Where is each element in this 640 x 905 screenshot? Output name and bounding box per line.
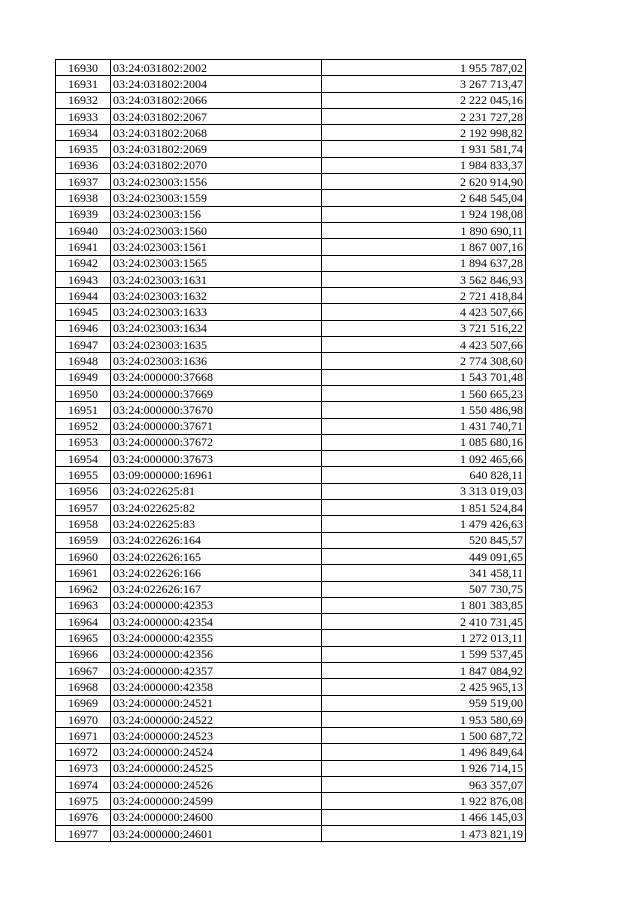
cadastral-value-cell: 2 648 545,04 — [322, 190, 526, 206]
row-number-cell: 16955 — [56, 467, 111, 483]
row-number-cell: 16954 — [56, 451, 111, 467]
cadastral-number-cell: 03:24:023003:1559 — [111, 190, 322, 206]
table-row — [56, 581, 526, 597]
cadastral-value-cell: 2 410 731,45 — [322, 614, 526, 630]
cadastral-value-cell: 1 466 145,03 — [322, 809, 526, 825]
table-row — [56, 271, 526, 287]
cadastral-number-cell: 03:24:031802:2004 — [111, 76, 322, 92]
row-number-cell: 16953 — [56, 434, 111, 450]
cadastral-value-cell: 2 425 965,13 — [322, 679, 526, 695]
row-number-cell: 16974 — [56, 777, 111, 793]
row-number-cell: 16941 — [56, 239, 111, 255]
cadastral-value-cell: 2 620 914,90 — [322, 174, 526, 190]
row-number-cell: 16963 — [56, 597, 111, 613]
cadastral-number-cell: 03:24:000000:37670 — [111, 402, 322, 418]
cadastral-value-table — [55, 59, 526, 842]
table-row — [56, 337, 526, 353]
row-number-cell: 16969 — [56, 695, 111, 711]
cadastral-number-cell: 03:24:000000:24524 — [111, 744, 322, 760]
cadastral-value-cell: 1 890 690,11 — [322, 222, 526, 238]
table-row — [56, 76, 526, 92]
table-row — [56, 548, 526, 564]
cadastral-value-cell: 963 357,07 — [322, 777, 526, 793]
cadastral-value-cell: 1 847 084,92 — [322, 662, 526, 678]
row-number-cell: 16960 — [56, 548, 111, 564]
row-number-cell: 16958 — [56, 516, 111, 532]
row-number-cell: 16947 — [56, 337, 111, 353]
table-row — [56, 60, 526, 76]
table-row — [56, 402, 526, 418]
row-number-cell: 16945 — [56, 304, 111, 320]
table-row — [56, 174, 526, 190]
cadastral-number-cell: 03:24:000000:24523 — [111, 728, 322, 744]
cadastral-number-cell: 03:24:000000:24525 — [111, 760, 322, 776]
table-row — [56, 385, 526, 401]
row-number-cell: 16957 — [56, 500, 111, 516]
cadastral-number-cell: 03:24:000000:24522 — [111, 711, 322, 727]
cadastral-value-cell: 1 955 787,02 — [322, 60, 526, 76]
table-row — [56, 500, 526, 516]
cadastral-number-cell: 03:24:000000:37672 — [111, 434, 322, 450]
cadastral-number-cell: 03:24:031802:2066 — [111, 92, 322, 108]
table-row — [56, 157, 526, 173]
table-row — [56, 777, 526, 793]
row-number-cell: 16972 — [56, 744, 111, 760]
cadastral-value-cell: 1 924 198,08 — [322, 206, 526, 222]
cadastral-number-cell: 03:24:000000:24526 — [111, 777, 322, 793]
row-number-cell: 16971 — [56, 728, 111, 744]
table-row — [56, 565, 526, 581]
row-number-cell: 16965 — [56, 630, 111, 646]
table-row — [56, 744, 526, 760]
cadastral-value-cell: 507 730,75 — [322, 581, 526, 597]
cadastral-number-cell: 03:24:023003:1636 — [111, 353, 322, 369]
table-row — [56, 434, 526, 450]
row-number-cell: 16930 — [56, 60, 111, 76]
row-number-cell: 16975 — [56, 793, 111, 809]
row-number-cell: 16931 — [56, 76, 111, 92]
row-number-cell: 16949 — [56, 369, 111, 385]
table-row — [56, 630, 526, 646]
cadastral-number-cell: 03:24:023003:1632 — [111, 288, 322, 304]
cadastral-number-cell: 03:24:000000:24600 — [111, 809, 322, 825]
row-number-cell: 16952 — [56, 418, 111, 434]
cadastral-value-cell: 1 560 665,23 — [322, 385, 526, 401]
cadastral-value-cell: 2 231 727,28 — [322, 108, 526, 124]
cadastral-value-cell: 1 085 680,16 — [322, 434, 526, 450]
cadastral-number-cell: 03:24:031802:2069 — [111, 141, 322, 157]
table-row — [56, 239, 526, 255]
row-number-cell: 16959 — [56, 532, 111, 548]
cadastral-value-cell: 1 922 876,08 — [322, 793, 526, 809]
cadastral-value-cell: 1 543 701,48 — [322, 369, 526, 385]
table-row — [56, 483, 526, 499]
cadastral-value-cell: 1 867 007,16 — [322, 239, 526, 255]
cadastral-value-cell: 449 091,65 — [322, 548, 526, 564]
row-number-cell: 16964 — [56, 614, 111, 630]
cadastral-value-cell: 1 500 687,72 — [322, 728, 526, 744]
cadastral-value-cell: 2 192 998,82 — [322, 125, 526, 141]
cadastral-value-cell: 1 931 581,74 — [322, 141, 526, 157]
row-number-cell: 16967 — [56, 662, 111, 678]
cadastral-value-cell: 3 267 713,47 — [322, 76, 526, 92]
cadastral-number-cell: 03:24:000000:42354 — [111, 614, 322, 630]
table-row — [56, 679, 526, 695]
cadastral-value-cell: 1 926 714,15 — [322, 760, 526, 776]
row-number-cell: 16932 — [56, 92, 111, 108]
cadastral-value-cell: 2 774 308,60 — [322, 353, 526, 369]
table-row — [56, 825, 526, 841]
cadastral-number-cell: 03:24:022625:82 — [111, 500, 322, 516]
table-row — [56, 92, 526, 108]
cadastral-number-cell: 03:24:000000:37669 — [111, 385, 322, 401]
cadastral-number-cell: 03:24:023003:1556 — [111, 174, 322, 190]
cadastral-value-cell: 1 479 426,63 — [322, 516, 526, 532]
table-row — [56, 108, 526, 124]
cadastral-value-cell: 2 222 045,16 — [322, 92, 526, 108]
cadastral-value-cell: 1 894 637,28 — [322, 255, 526, 271]
cadastral-number-cell: 03:24:000000:42356 — [111, 646, 322, 662]
cadastral-number-cell: 03:24:000000:24599 — [111, 793, 322, 809]
cadastral-number-cell: 03:24:000000:24601 — [111, 825, 322, 841]
cadastral-value-cell: 3 721 516,22 — [322, 320, 526, 336]
cadastral-value-cell: 4 423 507,66 — [322, 337, 526, 353]
cadastral-number-cell: 03:24:023003:156 — [111, 206, 322, 222]
row-number-cell: 16966 — [56, 646, 111, 662]
cadastral-number-cell: 03:24:022626:167 — [111, 581, 322, 597]
cadastral-value-cell: 341 458,11 — [322, 565, 526, 581]
row-number-cell: 16970 — [56, 711, 111, 727]
cadastral-value-cell: 4 423 507,66 — [322, 304, 526, 320]
cadastral-value-cell: 1 953 580,69 — [322, 711, 526, 727]
row-number-cell: 16940 — [56, 222, 111, 238]
table-row — [56, 206, 526, 222]
row-number-cell: 16942 — [56, 255, 111, 271]
row-number-cell: 16961 — [56, 565, 111, 581]
cadastral-number-cell: 03:24:023003:1635 — [111, 337, 322, 353]
row-number-cell: 16933 — [56, 108, 111, 124]
table-row — [56, 288, 526, 304]
row-number-cell: 16946 — [56, 320, 111, 336]
table-row — [56, 222, 526, 238]
table-row — [56, 695, 526, 711]
cadastral-number-cell: 03:24:000000:42358 — [111, 679, 322, 695]
cadastral-value-cell: 1 801 383,85 — [322, 597, 526, 613]
cadastral-value-cell: 2 721 418,84 — [322, 288, 526, 304]
table-row — [56, 760, 526, 776]
cadastral-number-cell: 03:24:031802:2068 — [111, 125, 322, 141]
cadastral-number-cell: 03:24:000000:42357 — [111, 662, 322, 678]
cadastral-number-cell: 03:24:022625:83 — [111, 516, 322, 532]
row-number-cell: 16944 — [56, 288, 111, 304]
table-row — [56, 597, 526, 613]
table-row — [56, 516, 526, 532]
table-body — [56, 60, 526, 842]
cadastral-number-cell: 03:09:000000:16961 — [111, 467, 322, 483]
cadastral-value-cell: 3 562 846,93 — [322, 271, 526, 287]
cadastral-value-cell: 1 550 486,98 — [322, 402, 526, 418]
cadastral-number-cell: 03:24:022626:165 — [111, 548, 322, 564]
cadastral-number-cell: 03:24:031802:2070 — [111, 157, 322, 173]
cadastral-value-cell: 1 473 821,19 — [322, 825, 526, 841]
table-row — [56, 255, 526, 271]
table-row — [56, 646, 526, 662]
cadastral-value-cell: 640 828,11 — [322, 467, 526, 483]
row-number-cell: 16968 — [56, 679, 111, 695]
cadastral-number-cell: 03:24:023003:1560 — [111, 222, 322, 238]
cadastral-number-cell: 03:24:023003:1634 — [111, 320, 322, 336]
cadastral-value-cell: 1 431 740,71 — [322, 418, 526, 434]
cadastral-number-cell: 03:24:023003:1561 — [111, 239, 322, 255]
row-number-cell: 16937 — [56, 174, 111, 190]
row-number-cell: 16950 — [56, 385, 111, 401]
cadastral-number-cell: 03:24:023003:1631 — [111, 271, 322, 287]
cadastral-number-cell: 03:24:023003:1633 — [111, 304, 322, 320]
row-number-cell: 16934 — [56, 125, 111, 141]
cadastral-number-cell: 03:24:000000:37668 — [111, 369, 322, 385]
row-number-cell: 16948 — [56, 353, 111, 369]
cadastral-value-cell: 520 845,57 — [322, 532, 526, 548]
cadastral-number-cell: 03:24:022626:166 — [111, 565, 322, 581]
row-number-cell: 16935 — [56, 141, 111, 157]
table-row — [56, 793, 526, 809]
table-row — [56, 662, 526, 678]
table-row — [56, 320, 526, 336]
table-row — [56, 418, 526, 434]
cadastral-number-cell: 03:24:000000:42353 — [111, 597, 322, 613]
table-row — [56, 353, 526, 369]
cadastral-value-cell: 3 313 019,03 — [322, 483, 526, 499]
cadastral-number-cell: 03:24:000000:37671 — [111, 418, 322, 434]
table-row — [56, 304, 526, 320]
table-row — [56, 369, 526, 385]
row-number-cell: 16951 — [56, 402, 111, 418]
table-row — [56, 532, 526, 548]
row-number-cell: 16973 — [56, 760, 111, 776]
cadastral-value-cell: 1 851 524,84 — [322, 500, 526, 516]
table-row — [56, 190, 526, 206]
cadastral-value-cell: 1 599 537,45 — [322, 646, 526, 662]
row-number-cell: 16938 — [56, 190, 111, 206]
cadastral-value-cell: 1 984 833,37 — [322, 157, 526, 173]
cadastral-number-cell: 03:24:022625:81 — [111, 483, 322, 499]
row-number-cell: 16976 — [56, 809, 111, 825]
cadastral-value-cell: 1 496 849,64 — [322, 744, 526, 760]
cadastral-number-cell: 03:24:000000:42355 — [111, 630, 322, 646]
cadastral-number-cell: 03:24:031802:2002 — [111, 60, 322, 76]
cadastral-value-cell: 959 519,00 — [322, 695, 526, 711]
table-row — [56, 467, 526, 483]
row-number-cell: 16956 — [56, 483, 111, 499]
table-row — [56, 141, 526, 157]
table-row — [56, 711, 526, 727]
table-row — [56, 451, 526, 467]
row-number-cell: 16943 — [56, 271, 111, 287]
cadastral-number-cell: 03:24:000000:24521 — [111, 695, 322, 711]
cadastral-value-cell: 1 272 013,11 — [322, 630, 526, 646]
cadastral-number-cell: 03:24:031802:2067 — [111, 108, 322, 124]
cadastral-number-cell: 03:24:022626:164 — [111, 532, 322, 548]
row-number-cell: 16962 — [56, 581, 111, 597]
row-number-cell: 16939 — [56, 206, 111, 222]
cadastral-number-cell: 03:24:000000:37673 — [111, 451, 322, 467]
table-row — [56, 809, 526, 825]
table-row — [56, 728, 526, 744]
row-number-cell: 16977 — [56, 825, 111, 841]
cadastral-value-cell: 1 092 465,66 — [322, 451, 526, 467]
table-row — [56, 125, 526, 141]
table-row — [56, 614, 526, 630]
cadastral-number-cell: 03:24:023003:1565 — [111, 255, 322, 271]
row-number-cell: 16936 — [56, 157, 111, 173]
